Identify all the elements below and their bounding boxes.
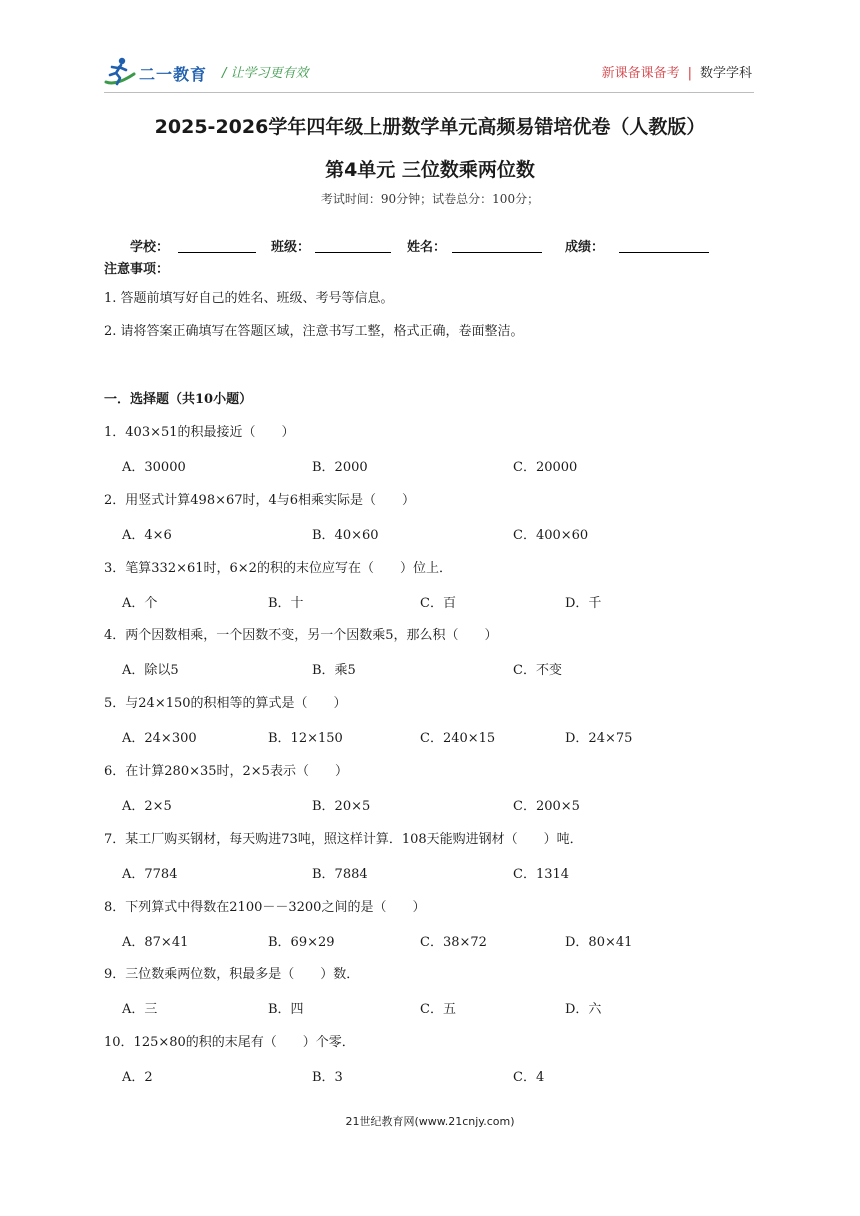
name-label: 姓名： [407,240,447,255]
answer-option[interactable]: A．7784 [122,866,178,882]
question-text: 2．用竖式计算498×67时，4与6相乘实际是（ ） [104,492,416,508]
class-blank[interactable] [315,252,391,253]
answer-option[interactable]: C．百 [420,595,456,611]
runner-logo-icon [104,56,138,88]
notice-item: 1. 答题前填写好自己的姓名、班级、考号等信息。 [104,291,394,306]
header-divider [104,92,754,93]
section-heading: 一．选择题（共10小题） [104,392,253,407]
answer-option[interactable]: B．3 [312,1070,343,1086]
exam-title: 2025-2026学年四年级上册数学单元高频易错培优卷（人教版） [154,116,706,138]
question-text: 7．某工厂购买钢材，每天购进73吨，照这样计算．108天能购进钢材（ ）吨． [104,831,583,847]
school-label: 学校： [130,240,170,255]
answer-option[interactable]: B．12×150 [268,731,343,747]
class-label: 班级： [271,240,311,255]
answer-option[interactable]: D．六 [565,1002,602,1018]
answer-option[interactable]: C．240×15 [420,731,496,747]
header-right [602,62,752,81]
answer-option[interactable]: A．个 [122,595,158,611]
question-text: 8．下列算式中得数在2100－－3200之间的是（ ） [104,899,426,915]
question-text: 5．与24×150的积相等的算式是（ ） [104,696,347,712]
footer: 21世纪教育网(www.21cnjy.com) [345,1115,515,1128]
answer-option[interactable]: C．400×60 [513,527,589,543]
question-text: 6．在计算280×35时，2×5表示（ ） [104,764,348,779]
answer-option[interactable]: B．40×60 [312,527,379,543]
header-tag: 新课备课备考 [601,66,680,81]
answer-option[interactable]: C．不变 [513,663,562,679]
answer-option[interactable]: C．200×5 [513,799,580,814]
answer-option[interactable]: A．三 [122,1002,158,1018]
question-text: 9．三位数乘两位数，积最多是（ ）数． [104,967,360,983]
answer-option[interactable]: A．除以5 [122,663,179,679]
answer-option[interactable]: D．80×41 [565,934,633,950]
question-text: 4．两个因数相乘，一个因数不变，另一个因数乘5，那么积（ ） [104,628,498,644]
answer-option[interactable]: B．乘5 [312,663,356,679]
answer-option[interactable]: C．20000 [513,460,578,475]
header-subject: 数学学科 [699,66,752,81]
name-blank[interactable] [452,252,542,253]
answer-option[interactable]: A．30000 [122,460,186,475]
answer-option[interactable]: D．24×75 [565,731,633,747]
answer-option[interactable]: A．2×5 [122,799,172,814]
answer-option[interactable]: B．7884 [312,866,368,882]
score-label: 成绩： [565,240,605,255]
answer-option[interactable]: B．四 [268,1002,304,1018]
answer-option[interactable]: B．十 [268,595,304,611]
question-text: 3．笔算332×61时，6×2的积的末位应写在（ ）位上． [104,560,452,576]
answer-option[interactable]: D．千 [565,595,602,611]
school-blank[interactable] [178,252,256,253]
header-separator: | [687,66,692,81]
slogan: / 让学习更有效 [222,66,309,81]
answer-option[interactable]: C．4 [513,1070,545,1086]
answer-option[interactable]: C．1314 [513,866,570,882]
answer-option[interactable]: B．69×29 [268,934,335,950]
answer-option[interactable]: A．2 [122,1070,153,1086]
answer-option[interactable]: B．20×5 [312,799,371,814]
answer-option[interactable]: B．2000 [312,460,368,475]
answer-option[interactable]: C．五 [420,1002,456,1018]
answer-option[interactable]: C．38×72 [420,934,487,950]
answer-option[interactable]: A．87×41 [122,934,189,950]
logo [104,56,214,90]
answer-option[interactable]: A．4×6 [122,527,172,543]
logo-text: 二一教育 [139,65,208,84]
score-blank[interactable] [619,252,709,253]
question-text: 10．125×80的积的末尾有（ ）个零． [104,1035,355,1051]
question-text: 1．403×51的积最接近（ ） [104,425,295,440]
exam-subtitle: 考试时间：90分钟；试卷总分：100分； [320,192,540,206]
notice-item: 2. 请将答案正确填写在答题区域，注意书写工整，格式正确，卷面整洁。 [104,324,524,339]
unit-title: 第4单元 三位数乘两位数 [325,159,535,181]
page-header [0,0,860,95]
notice-heading: 注意事项： [104,262,170,277]
answer-option[interactable]: A．24×300 [122,731,197,747]
